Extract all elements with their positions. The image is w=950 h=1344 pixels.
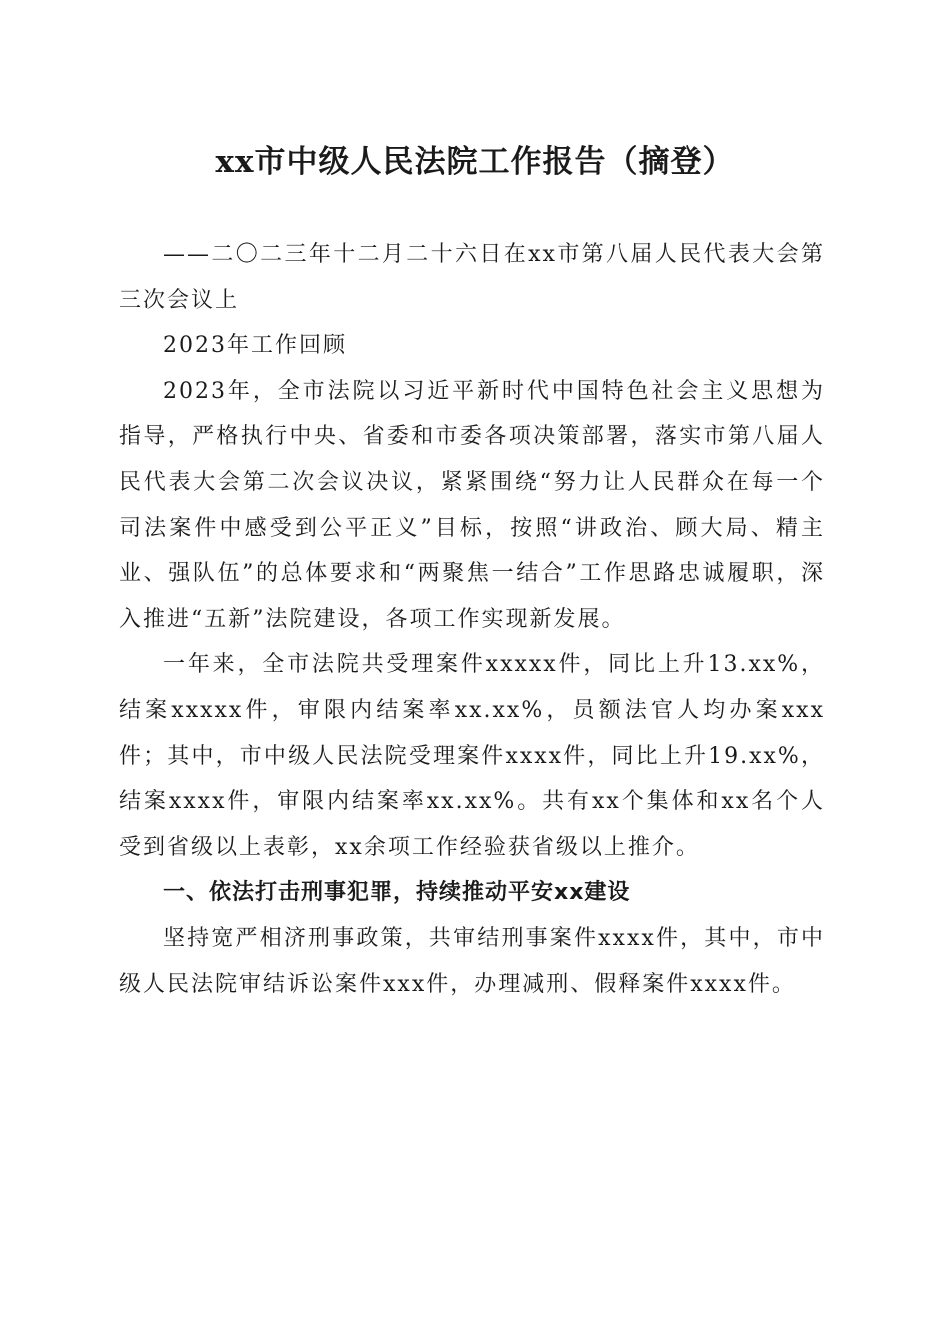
document-title: xx市中级人民法院工作报告（摘登） (215, 144, 735, 180)
paragraph-criminal: 坚持宽严相济刑事政策，共审结刑事案件xxxx件，其中，市中级人民法院审结诉讼案件xxx件，办理减刑、假释案件xxxx件。 (119, 925, 825, 997)
document-body (119, 232, 825, 1007)
document-subtitle: ——二〇二三年十二月二十六日在xx市第八届人民代表大会第三次会议上 (119, 242, 825, 313)
paragraph-intro: 2023年，全市法院以习近平新时代中国特色社会主义思想为指导，严格执行中央、省委和市委各项决策部署，落实市第八届人民代表大会第二次会议决议，紧紧围绕“努力让人民群众在每一个司法案件中感受到公平正义”目标，按照“讲政治、顾大局、精主业、强队伍”的总体要求和“两聚焦一结合”工作思路忠诚履职，深入推进“五新”法院建设，各项工作实现新发展。 (119, 378, 825, 632)
paragraph-stats: 一年来，全市法院共受理案件xxxxx件，同比上升13.xx%，结案xxxxx件，审限内结案率xx.xx%，员额法官人均办案xxx件；其中，市中级人民法院受理案件xxxx件，同比上升19.xx%，结案xxxx件，审限内结案率xx.xx%。共有xx个集体和xx名个人受到省级以上表彰，xx余项工作经验获省级以上推介。 (119, 652, 825, 860)
section-heading-review: 2023年工作回顾 (163, 333, 347, 359)
section-heading-one: 一、依法打击刑事犯罪，持续推动平安xx建设 (163, 880, 631, 906)
